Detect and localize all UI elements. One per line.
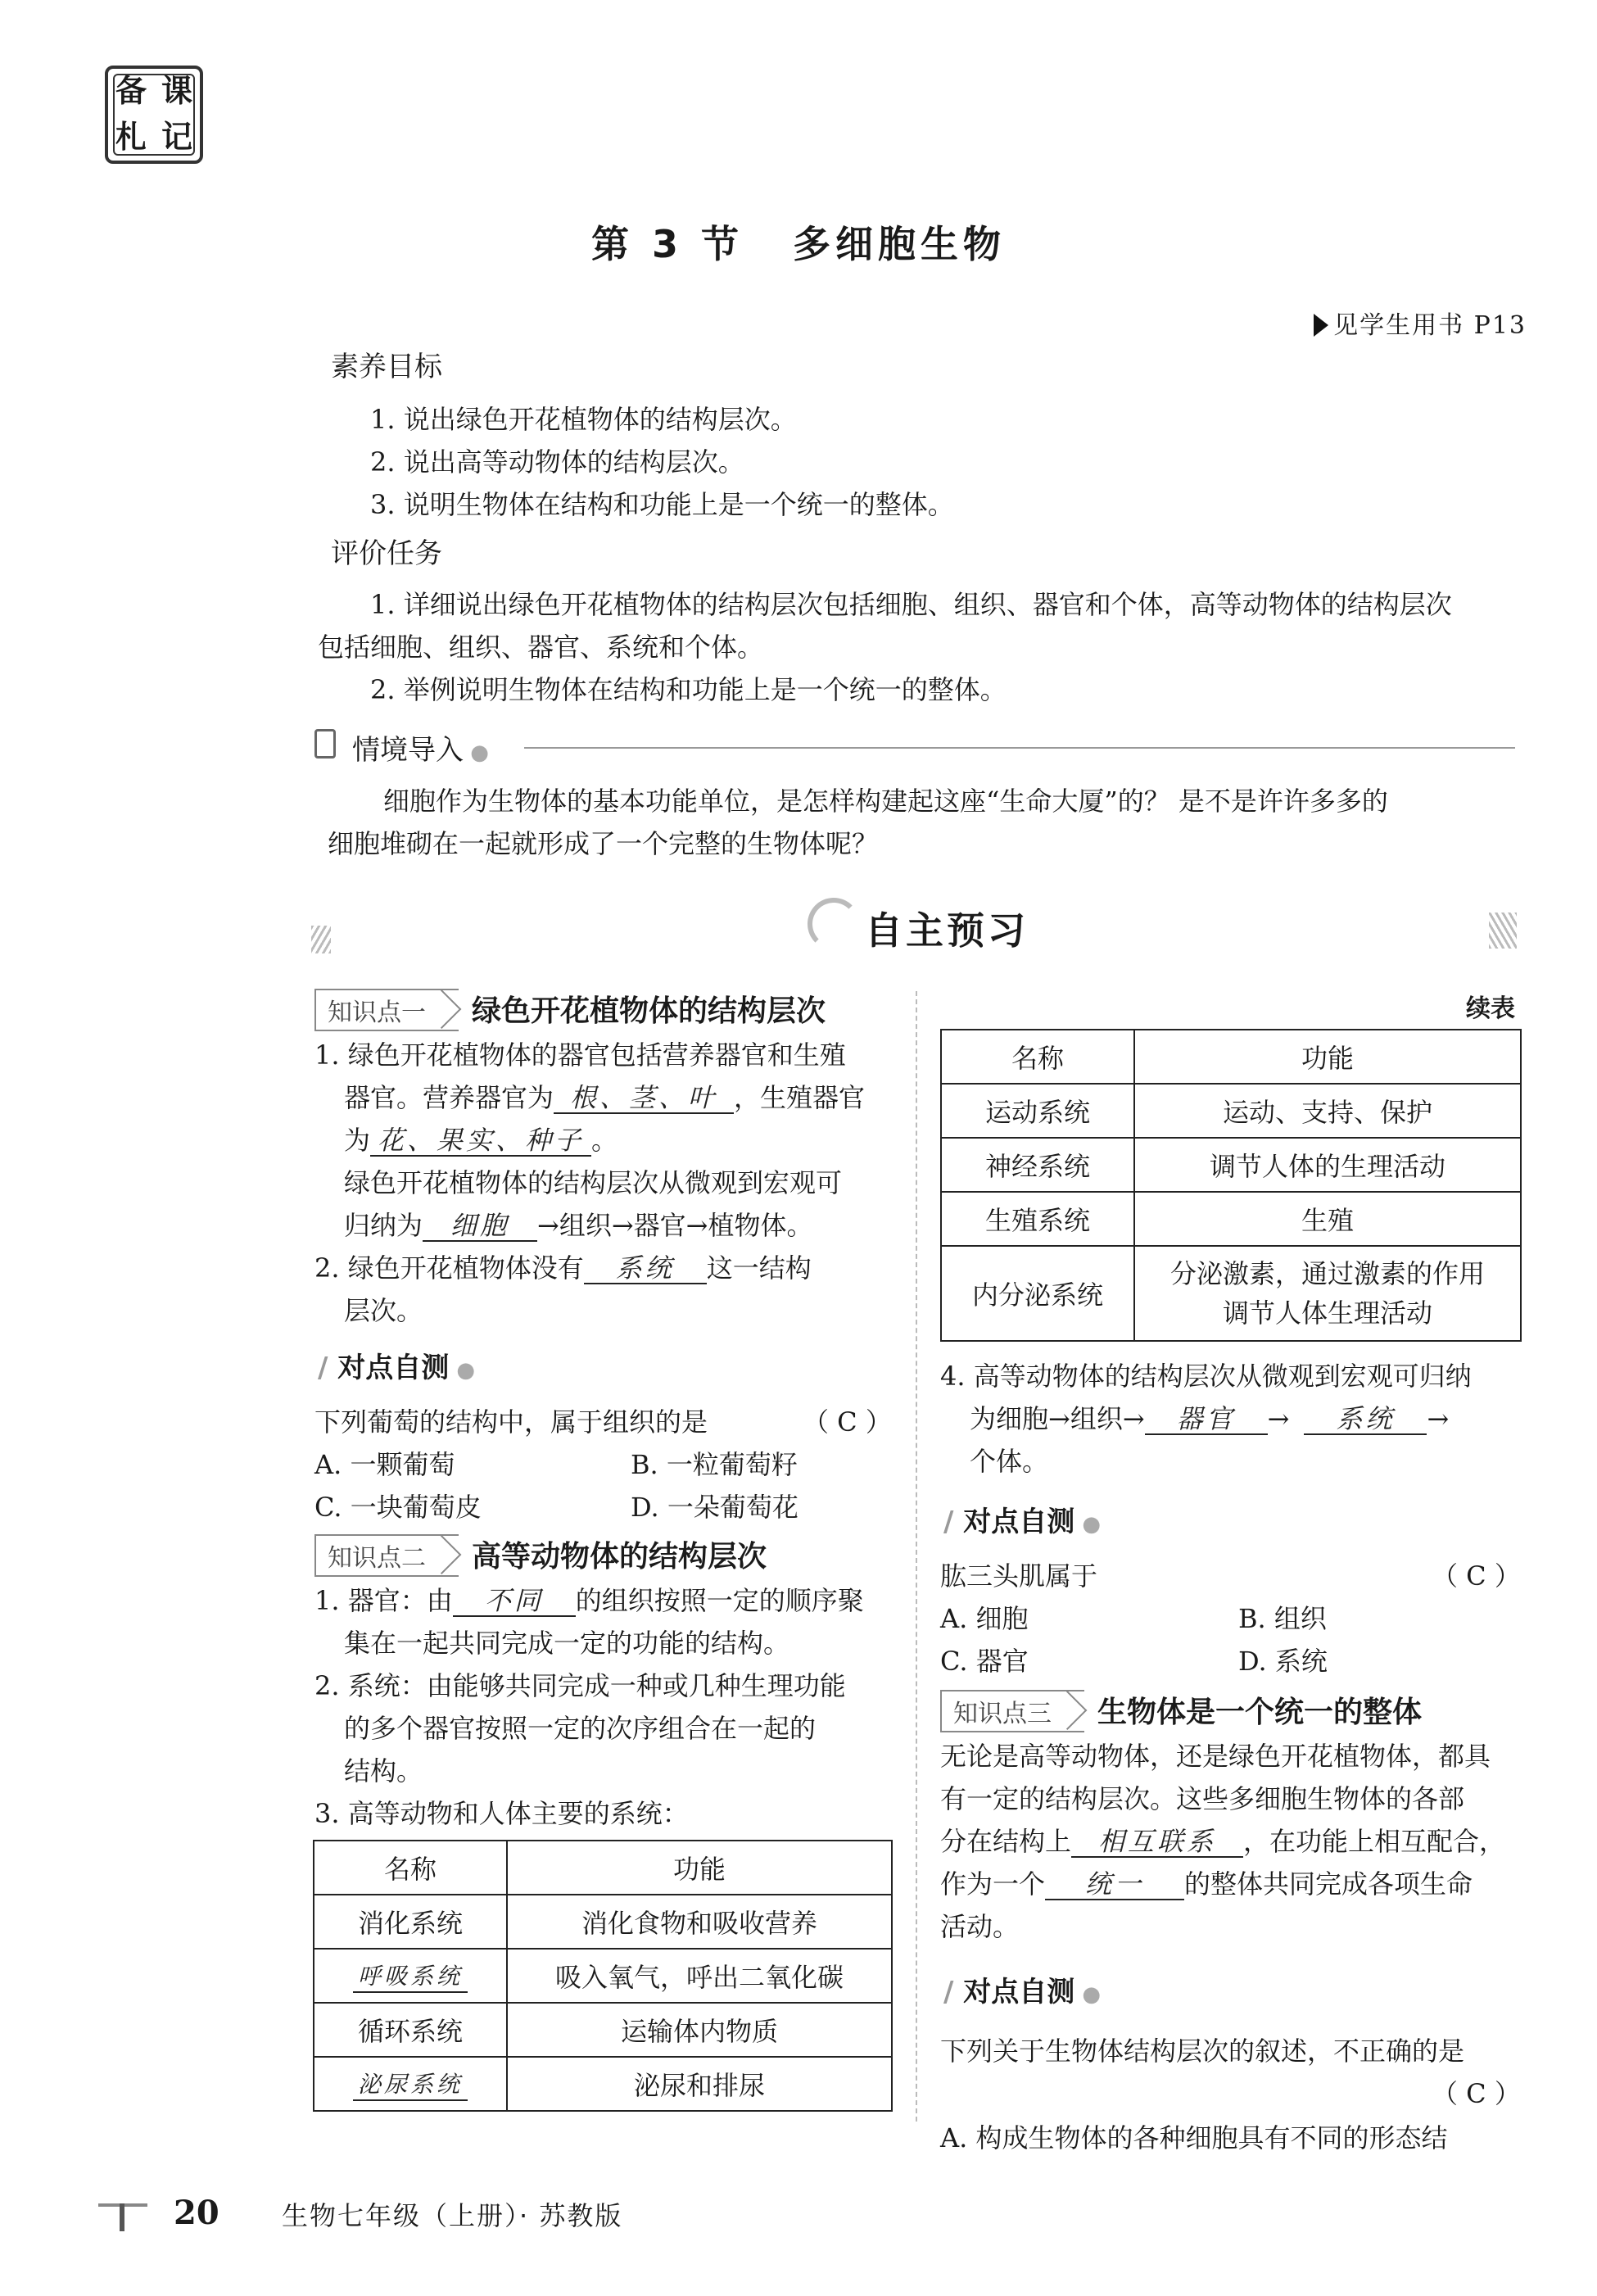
- table-row: [314, 2057, 892, 2111]
- footer-decor-icon: [98, 2195, 147, 2231]
- table-row: [314, 1949, 892, 2003]
- system-name: 消化系统: [314, 1895, 507, 1949]
- check2-option-d: D. 系统: [1238, 1646, 1328, 1677]
- system-function: 消化食物和吸收营养: [507, 1895, 892, 1949]
- answer-blank: 不同: [453, 1587, 576, 1617]
- kp2-tag: 知识点二: [314, 1534, 459, 1577]
- column-divider: [916, 991, 917, 2122]
- task-item-1-line2: 包括细胞、组织、器官、系统和个体。: [318, 632, 764, 663]
- system-name: 内分泌系统: [941, 1246, 1134, 1341]
- check1-heading-text: 对点自测: [337, 1352, 450, 1384]
- kp2-heading: [314, 1533, 767, 1577]
- kp3-heading: [940, 1689, 1422, 1732]
- system-name: 循环系统: [314, 2003, 507, 2057]
- check2-option-a: A. 细胞: [940, 1603, 1029, 1634]
- text: 的整体共同完成各项生命: [1184, 1868, 1473, 1900]
- check1-heading: / 对点自测 ●: [318, 1352, 476, 1384]
- system-function: 调节人体的生理活动: [1134, 1138, 1521, 1192]
- text: 为细胞→组织→: [970, 1403, 1145, 1434]
- kp2-q2-line3: 结构。: [344, 1755, 423, 1787]
- check1-option-a: A. 一颗葡萄: [314, 1449, 455, 1480]
- system-name: 运动系统: [941, 1084, 1134, 1138]
- kp1-title: 绿色开花植物体的结构层次: [472, 994, 826, 1028]
- logo-char: 札: [115, 119, 147, 155]
- system-name-handwritten: 泌尿系统: [353, 2067, 468, 2101]
- kp1-q2-line1: [314, 1247, 812, 1289]
- system-name: 神经系统: [941, 1138, 1134, 1192]
- kp2-q1-line2: 集在一起共同完成一定的功能的结构。: [344, 1628, 790, 1659]
- check3-question: 下列关于生物体结构层次的叙述，不正确的是: [940, 2036, 1465, 2067]
- text: 分在结构上: [940, 1826, 1072, 1857]
- check3-option-a: A. 构成生物体的各种细胞具有不同的形态结: [940, 2122, 1448, 2153]
- task-item-1-line1: 1. 详细说出绿色开花植物体的结构层次包括细胞、组织、器官和个体，高等动物体的结构层次: [370, 589, 1452, 620]
- answer-blank: 花、果实、种子: [370, 1126, 591, 1157]
- function-line: 分泌激素，通过激素的作用: [1169, 1258, 1485, 1289]
- text: 。: [591, 1125, 618, 1156]
- intro-line1: 细胞作为生物体的基本功能单位，是怎样构建起这座“生命大厦”的？ 是不是许许多多的: [383, 786, 1388, 817]
- system-function: 泌尿和排尿: [507, 2057, 892, 2111]
- system-name-cell: [314, 2057, 507, 2111]
- reference-text: 见学生用书 P13: [1333, 311, 1527, 340]
- system-function: 运输体内物质: [507, 2003, 892, 2057]
- answer-blank: 相互联系: [1071, 1827, 1243, 1858]
- kp2-q2-line1: 2. 系统：由能够共同完成一种或几种生理功能: [314, 1670, 846, 1701]
- kp1-q1-line1: 1. 绿色开花植物体的器官包括营养器官和生殖: [314, 1039, 846, 1071]
- logo-char: 记: [161, 119, 192, 155]
- kp2-q2-line2: 的多个器官按照一定的次序组合在一起的: [344, 1713, 817, 1744]
- system-function: [1134, 1246, 1521, 1341]
- text: 作为一个: [940, 1868, 1046, 1900]
- table-row: [941, 1246, 1521, 1341]
- decor-stroke-right: [1489, 913, 1517, 949]
- intro-icon: [314, 729, 336, 759]
- intro-line2: 细胞堆砌在一起就形成了一个完整的生物体呢？: [328, 828, 879, 859]
- kp1-tag: 知识点一: [314, 989, 459, 1031]
- section-number: 第 3 节: [590, 222, 744, 266]
- text: →组织→器官→植物体。: [537, 1210, 813, 1241]
- kp3-line4: [940, 1863, 1473, 1905]
- check1-question: 下列葡萄的结构中，属于组织的是: [314, 1406, 708, 1438]
- check3-heading: / 对点自测 ●: [943, 1976, 1102, 2008]
- check2-question: 肱三头肌属于: [940, 1560, 1098, 1592]
- check2-heading-text: 对点自测: [963, 1506, 1075, 1538]
- intro-heading: 情境导入 ●: [352, 734, 489, 767]
- text: →: [1427, 1403, 1450, 1434]
- check2-option-c: C. 器官: [940, 1646, 1029, 1677]
- goal-item: 3. 说明生物体在结构和功能上是一个统一的整体。: [370, 489, 954, 520]
- answer-blank: 系统: [584, 1254, 707, 1284]
- check1-option-b: B. 一粒葡萄籽: [631, 1449, 798, 1480]
- check1-option-d: D. 一朵葡萄花: [631, 1492, 798, 1523]
- text: 2. 绿色开花植物体没有: [314, 1252, 584, 1284]
- table-row: [941, 1084, 1521, 1138]
- text: →: [1267, 1403, 1290, 1434]
- page-number: 20: [174, 2194, 219, 2232]
- text: 为: [344, 1125, 371, 1156]
- table-row: [314, 1895, 892, 1949]
- text: 器官。营养器官为: [344, 1082, 554, 1113]
- kp2-title: 高等动物体的结构层次: [472, 1540, 767, 1574]
- task-item-2: 2. 举例说明生物体在结构和功能上是一个统一的整体。: [370, 674, 1007, 705]
- answer-blank: 系统: [1304, 1405, 1427, 1435]
- check1-option-c: C. 一块葡萄皮: [314, 1492, 482, 1523]
- kp1-q1-line5: [344, 1204, 812, 1247]
- table-header: 名称: [314, 1841, 507, 1895]
- play-triangle-icon: [1314, 314, 1328, 337]
- system-name-handwritten: 呼吸系统: [353, 1959, 468, 1993]
- goals-heading: 素养目标: [331, 351, 442, 383]
- kp2-q1-line1: [314, 1579, 864, 1622]
- answer-blank: 统一: [1045, 1870, 1184, 1900]
- kp1-q1-line2: [344, 1076, 865, 1119]
- kp2-q4-line2: [970, 1397, 1449, 1440]
- intro-heading-text: 情境导入: [352, 734, 464, 767]
- system-function: 生殖: [1134, 1192, 1521, 1246]
- divider: [524, 747, 1515, 749]
- kp3-tag: 知识点三: [940, 1690, 1084, 1732]
- table-row: [941, 1138, 1521, 1192]
- systems-table-continued: [940, 1029, 1522, 1342]
- reference-note: [1314, 305, 1527, 341]
- kp2-q4-line3: 个体。: [970, 1446, 1049, 1477]
- table-header: 名称: [941, 1030, 1134, 1084]
- check1-answer: （ C ）: [803, 1406, 892, 1438]
- table-row: [941, 1192, 1521, 1246]
- kp1-heading: [314, 988, 826, 1031]
- page-title: [0, 215, 1597, 269]
- answer-blank: 根、茎、叶: [554, 1084, 734, 1114]
- table-row: [314, 2003, 892, 2057]
- kp3-line1: 无论是高等动物体，还是绿色开花植物体，都具: [940, 1741, 1491, 1772]
- logo-char: 课: [161, 73, 192, 109]
- preview-heading: 自主预习: [865, 908, 1029, 953]
- kp3-title: 生物体是一个统一的整体: [1097, 1696, 1423, 1729]
- preview-swirl-icon: [808, 898, 860, 950]
- kp2-q4-line1: 4. 高等动物体的结构层次从微观到宏观可归纳: [940, 1361, 1472, 1392]
- text: ，生殖器官: [734, 1082, 866, 1113]
- text: 归纳为: [344, 1210, 423, 1241]
- text: 的组织按照一定的顺序聚: [575, 1585, 864, 1616]
- text: 这一结构: [706, 1252, 812, 1284]
- check2-heading: / 对点自测 ●: [943, 1506, 1102, 1538]
- decor-stroke-left: [311, 926, 331, 953]
- system-name: 生殖系统: [941, 1192, 1134, 1246]
- logo-stamp: [105, 66, 203, 164]
- book-title: 生物七年级（上册）· 苏教版: [282, 2200, 623, 2231]
- table-header: 功能: [507, 1841, 892, 1895]
- check3-heading-text: 对点自测: [963, 1976, 1075, 2008]
- goal-item: 1. 说出绿色开花植物体的结构层次。: [370, 404, 797, 435]
- kp3-line5: 活动。: [940, 1911, 1020, 1942]
- kp1-q2-line2: 层次。: [344, 1295, 423, 1326]
- function-line: 调节人体生理活动: [1222, 1297, 1432, 1329]
- kp3-line3: [940, 1820, 1505, 1863]
- kp1-q1-line4: 绿色开花植物体的结构层次从微观到宏观可: [344, 1167, 843, 1198]
- kp2-q3: 3. 高等动物和人体主要的系统：: [314, 1798, 689, 1829]
- tasks-heading: 评价任务: [331, 537, 442, 570]
- text: ，在功能上相互配合，: [1243, 1826, 1506, 1857]
- continued-label: 续表: [1466, 994, 1515, 1023]
- systems-table: [313, 1840, 893, 2112]
- logo-char: 备: [115, 73, 147, 109]
- check3-answer: （ C ）: [1432, 2078, 1521, 2109]
- system-function: 运动、支持、保护: [1134, 1084, 1521, 1138]
- system-name-cell: [314, 1949, 507, 2003]
- check2-option-b: B. 组织: [1238, 1603, 1327, 1634]
- table-header: 功能: [1134, 1030, 1521, 1084]
- answer-blank: 细胞: [423, 1211, 537, 1242]
- kp3-line2: 有一定的结构层次。这些多细胞生物体的各部: [940, 1783, 1465, 1814]
- check2-answer: （ C ）: [1432, 1560, 1521, 1592]
- goal-item: 2. 说出高等动物体的结构层次。: [370, 446, 744, 478]
- text: 1. 器官：由: [314, 1585, 453, 1616]
- section-title: 多细胞生物: [793, 222, 1007, 266]
- answer-blank: 器官: [1145, 1405, 1268, 1435]
- kp1-q1-line3: [344, 1119, 618, 1162]
- system-function: 吸入氧气，呼出二氧化碳: [507, 1949, 892, 2003]
